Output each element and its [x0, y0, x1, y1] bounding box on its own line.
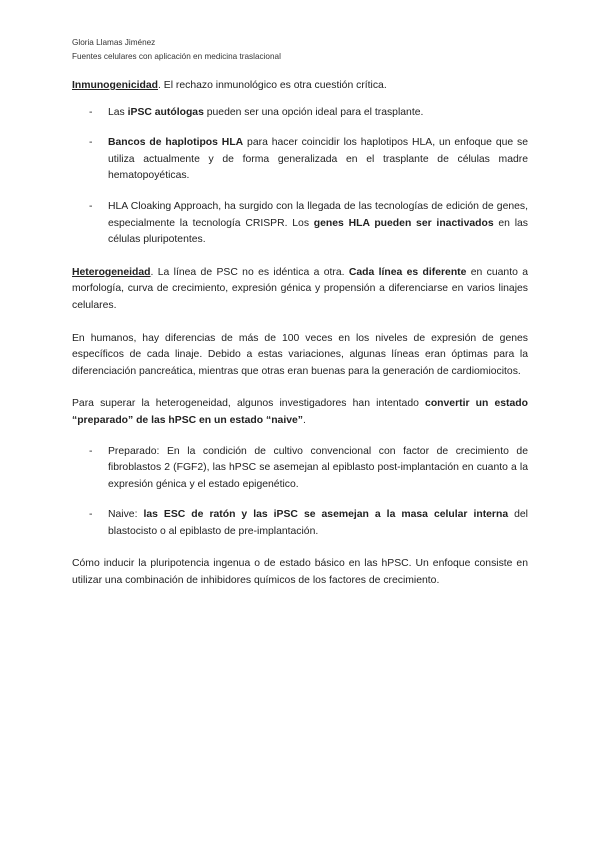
list-item: - Naive: las ESC de ratón y las iPSC se asemejan a la masa celular interna del blastocisto o al epiblasto de pre-implantación. [89, 509, 528, 537]
list-item: - Bancos de haplotipos HLA para hacer coincidir los haplotipos HLA, un enfoque que se utiliza actualmente y de forma generalizada en el trasplante de células madre hematopoyéticas. [89, 137, 529, 182]
immunogenicity-paragraph [72, 78, 528, 95]
list-item: - Preparado: En la condición de cultivo convencional con factor de crecimiento de fibroblastos 2 (FGF2), las hPSC se asemejan al epiblasto post-implantación en cuanto a la expresión génica y el estado epigenético. [89, 445, 528, 490]
closing-paragraph: Cómo inducir la pluripotencia ingenua o de estado básico en las hPSC. Un enfoque consiste en utilizar una combinación de inhibidores químicos de los factores de crecimiento. [72, 558, 528, 587]
page-header [72, 36, 281, 64]
heterogeneity-heading: Heterogeneidad [72, 266, 151, 278]
document-subtitle: Fuentes celulares con aplicación en medicina traslacional [72, 52, 281, 61]
heterogeneity-paragraph: Heterogeneidad. La línea de PSC no es idéntica a otra. Cada línea es diferente en cuanto a morfología, curva de crecimiento, expresión génica y propensión a diferenciarse en varios linajes celulares. [72, 266, 529, 311]
immunogenicity-list [72, 105, 528, 249]
list-item: - HLA Cloaking Approach, ha surgido con la llegada de las tecnologías de edición de genes, especialmente la tecnología CRISPR. Los genes HLA pueden ser inactivados en las células pluripotentes. [89, 200, 528, 246]
list-item: - Las iPSC autólogas pueden ser una opción ideal para el trasplante. [72, 105, 528, 122]
document-body [72, 78, 528, 606]
dash-bullet: - [89, 200, 93, 212]
immunogenicity-heading: Inmunogenicidad [72, 80, 159, 91]
dash-bullet: - [89, 106, 93, 118]
humans-paragraph: En humanos, hay diferencias de más de 100 veces en los niveles de expresión de genes específicos de cada linaje. Debido a estas variaciones, algunas líneas eran óptimas para la diferenciación pancreática, mientras que otras eran buenas para la generación de cardiomiocitos. [72, 332, 528, 377]
dash-bullet: - [89, 445, 93, 457]
author-name: Gloria Llamas Jiménez [72, 38, 156, 47]
dash-bullet: - [89, 137, 93, 149]
states-list [72, 444, 528, 541]
overcome-paragraph: Para superar la heterogeneidad, algunos investigadores han intentado convertir un estado “preparado” de las hPSC en un estado “naive”. [72, 398, 528, 426]
immunogenicity-text: . El rechazo inmunológico es otra cuestión crítica. [158, 80, 387, 91]
dash-bullet: - [89, 509, 93, 521]
